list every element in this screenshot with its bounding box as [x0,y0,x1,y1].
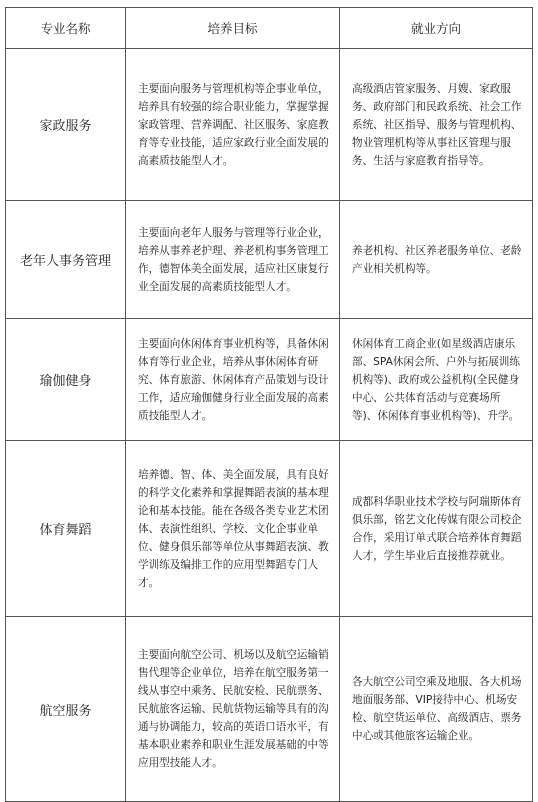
table-row [6,319,533,441]
header-major-name: 专业名称 [6,8,126,49]
table-row [6,441,533,617]
training-goal: 主要面向休闲体育事业机构等，具备休闲体育等行业企业，培养从事休闲体育研究、体育旅游、休闲体育产品策划与设计工作，适应瑜伽健身行业全面发展的高素质技能型人才。 [126,319,340,441]
majors-table [5,7,533,802]
major-name: 瑜伽健身 [6,319,126,441]
major-name: 家政服务 [6,49,126,201]
table-row [6,201,533,319]
table-row [6,49,533,201]
training-goal: 培养德、智、体、美全面发展，具有良好的科学文化素养和掌握舞蹈表演的基本理论和基本技能。能在各级各类专业艺术团体、表演性组织、学校、文化企事业单位、健身俱乐部等单位从事舞蹈表演、教学训练及编排工作的应用型舞蹈专门人才。 [126,441,340,617]
training-goal: 主要面向老年人服务与管理等行业企业，培养从事养老护理、养老机构事务管理工作，德智体美全面发展，适应社区康复行业全面发展的高素质技能型人才。 [126,201,340,319]
career-direction: 各大航空公司空乘及地服、各大机场地面服务部、VIP接待中心、机场安检、航空货运单位、高级酒店、票务中心或其他旅客运输企业。 [340,617,533,802]
major-name: 老年人事务管理 [6,201,126,319]
header-career-direction: 就业方向 [340,8,533,49]
training-goal: 主要面向服务与管理机构等企事业单位，培养具有较强的综合职业能力，掌握掌握家政管理、营养调配、社区服务、家庭教育等专业技能，适应家政行业全面发展的高素质技能型人才。 [126,49,340,201]
table-header-row [6,8,533,49]
career-direction: 高级酒店管家服务、月嫂、家政服务、政府部门和民政系统、社会工作系统、社区指导、服务与管理机构、物业管理机构等从事社区管理与服务、生活与家庭教育指导等。 [340,49,533,201]
header-training-goal: 培养目标 [126,8,340,49]
career-direction: 成都科华职业技术学校与阿瑞斯体育俱乐部，铭艺文化传媒有限公司校企合作，采用订单式联合培养体育舞蹈人才，学生毕业后直接推荐就业。 [340,441,533,617]
training-goal: 主要面向航空公司、机场以及航空运输销售代理等企业单位，培养在航空服务第一线从事空中乘务、民航安检、民航票务、民航旅客运输、民航货物运输等具有的沟通与协调能力，较高的英语口语水平，有基本职业素养和职业生涯发展基础的中等应用型技能人才。 [126,617,340,802]
major-name: 体育舞蹈 [6,441,126,617]
career-direction: 休闲体育工商企业(如星级酒店康乐部、SPA休闲会所、户外与拓展训练机构等)、政府或公益机构(全民健身中心、公共体育活动与竞赛场所等)、休闲体育事业机构等)、升学。 [340,319,533,441]
table-row [6,617,533,802]
major-name: 航空服务 [6,617,126,802]
career-direction: 养老机构、社区养老服务单位、老龄产业相关机构等。 [340,201,533,319]
